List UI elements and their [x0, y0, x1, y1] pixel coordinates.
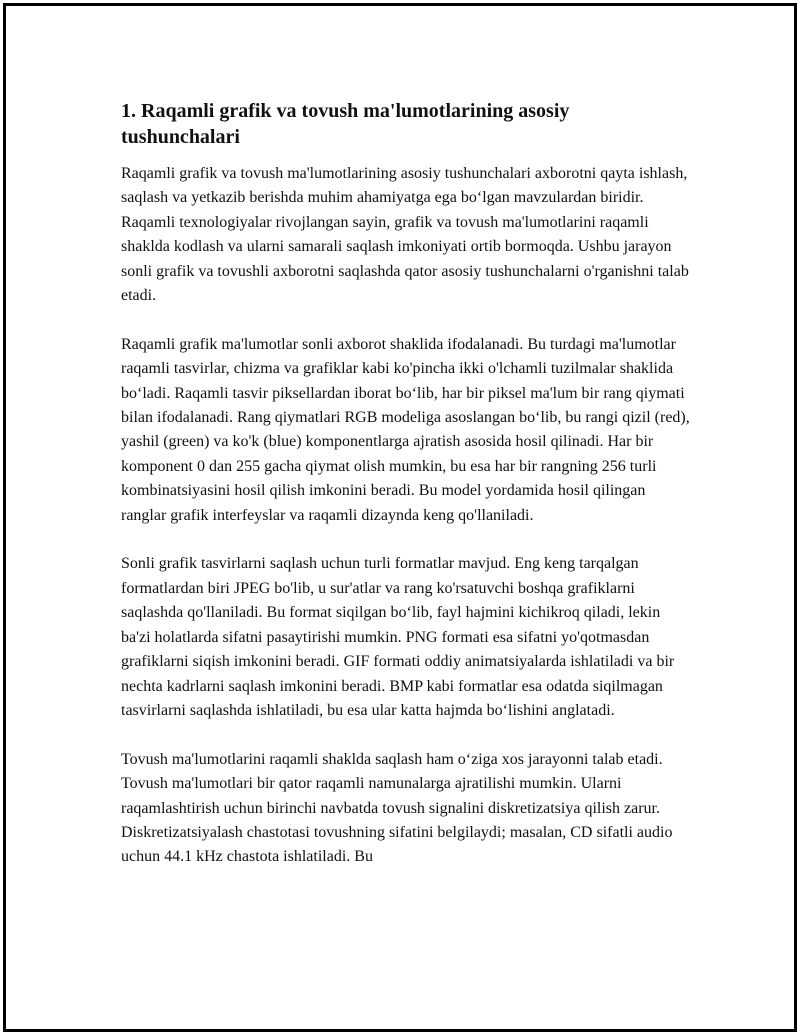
paragraph-digital-audio: Tovush ma'lumotlarini raqamli shaklda saqlash ham o‘ziga xos jarayonni talab etadi. Tovush ma'lumotlari bir qator raqamli namunalarga ajratilishi mumkin. Ularni raqamlashtirish uchun birinchi navbatda tovush signalini diskretizatsiya qilish zarur. Diskretizatsiyalash chastotasi tovushning sifatini belgilaydi; masalan, CD sifatli audio uchun 44.1 kHz chastota ishlatiladi. Bu	[121, 750, 673, 866]
paragraph-image-formats: Sonli grafik tasvirlarni saqlash uchun turli formatlar mavjud. Eng keng tarqalgan formatlardan biri JPEG bo'lib, u sur'atlar va rang ko'rsatuvchi boshqa grafiklarni saqlashda qo'llaniladi. Bu format siqilgan bo‘lib, fayl hajmini kichikroq qiladi, lekin ba'zi holatlarda sifatni pasaytirishi mumkin. PNG formati esa sifatni yo'qotmasdan grafiklarni siqish imkonini beradi. GIF formati oddiy animatsiyalarda ishlatiladi va bir nechta kadrlarni saqlash imkonini beradi. BMP kabi formatlar esa odatda siqilmagan tasvirlarni saqlashda ishlatiladi, bu esa ular katta hajmda bo‘lishini anglatadi.	[121, 555, 675, 719]
page-frame	[3, 3, 797, 1032]
paragraph-intro: Raqamli grafik va tovush ma'lumotlarining asosiy tushunchalari axborotni qayta ishlash, saqlash va yetkazib berishda muhim ahamiyatga ega bo‘lgan mavzulardan biridir. Raqamli texnologiyalar rivojlangan sayin, grafik va tovush ma'lumotlarini raqamli shaklda kodlash va ularni samarali saqlash imkoniyati ortib bormoqda. Ushbu jarayon sonli grafik va tovushli axborotni saqlashda qator asosiy tushunchalarni o'rganishni talab etadi.	[121, 165, 689, 305]
paragraph-digital-graphics: Raqamli grafik ma'lumotlar sonli axborot shaklida ifodalanadi. Bu turdagi ma'lumotlar raqamli tasvirlar, chizma va grafiklar kabi ko'pincha ikki o'lchamli tuzilmalar shaklida bo‘ladi. Raqamli tasvir piksellardan iborat bo‘lib, har bir piksel ma'lum bir rang qiymati bilan ifodalanadi. Rang qiymatlari RGB modeliga asoslangan bo‘lib, bu rangi qizil (red), yashil (green) va ko'k (blue) komponentlarga ajratish asosida hosil qilinadi. Har bir komponent 0 dan 255 gacha qiymat olish mumkin, bu esa har bir rangning 256 turli kombinatsiyasini hosil qilish imkonini beradi. Bu model yordamida hosil qilingan ranglar grafik interfeyslar va raqamli dizaynda keng qo'llaniladi.	[121, 335, 690, 524]
section-title: 1. Raqamli grafik va tovush ma'lumotlarining asosiy tushunchalari	[121, 100, 570, 148]
document-body	[121, 98, 691, 894]
